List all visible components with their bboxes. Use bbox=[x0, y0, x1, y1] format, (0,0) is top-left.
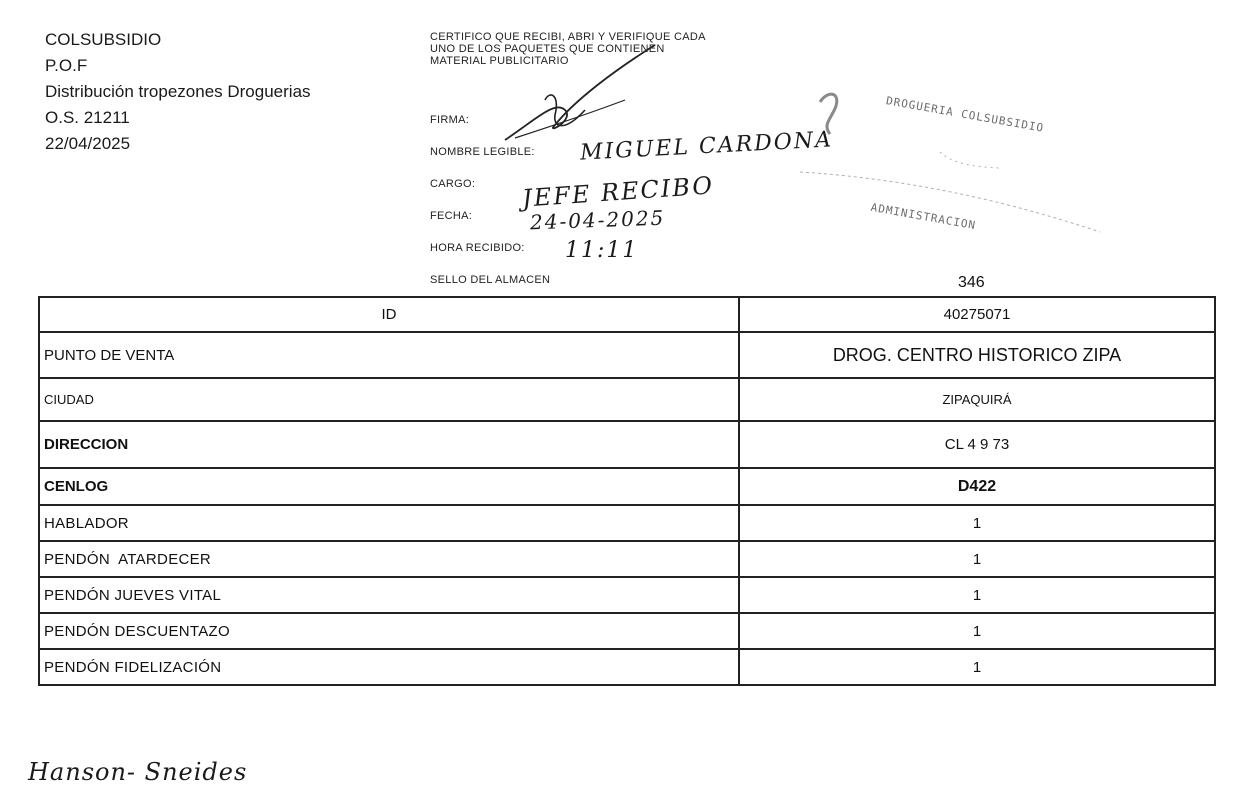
hora-label: HORA RECIBIDO: bbox=[430, 242, 525, 254]
description: Distribución tropezones Droguerias bbox=[45, 82, 311, 101]
sello-label: SELLO DEL ALMACEN bbox=[430, 274, 551, 286]
table-row-pendon-fidelizacion bbox=[39, 649, 1215, 685]
table-row-pendon-descuentazo bbox=[39, 613, 1215, 649]
row-label: PENDÓN DESCUENTAZO bbox=[39, 613, 739, 649]
firma-label: FIRMA: bbox=[430, 114, 470, 126]
row-value: 1 bbox=[739, 649, 1215, 685]
company-name: COLSUBSIDIO bbox=[45, 30, 162, 49]
table-row-pendon-atardecer bbox=[39, 541, 1215, 577]
handwritten-date: 24-04-2025 bbox=[529, 205, 666, 235]
table-row-cenlog bbox=[39, 468, 1215, 505]
row-value: DROG. CENTRO HISTORICO ZIPA bbox=[739, 332, 1215, 378]
row-label: HABLADOR bbox=[39, 505, 739, 541]
handwritten-name: MIGUEL CARDONA bbox=[579, 127, 834, 166]
handwritten-cargo: JEFE RECIBO bbox=[521, 171, 715, 213]
table-row-id bbox=[39, 297, 1215, 332]
row-label: CENLOG bbox=[39, 468, 739, 505]
header-block bbox=[45, 27, 311, 157]
row-value: D422 bbox=[739, 468, 1215, 505]
row-label: PENDÓN FIDELIZACIÓN bbox=[39, 649, 739, 685]
certification-text: CERTIFICO QUE RECIBI, ABRI Y VERIFIQUE CADA UNO DE LOS PAQUETES QUE CONTIENEN MATERIAL PUBLICITARIO bbox=[430, 31, 706, 67]
nombre-label: NOMBRE LEGIBLE: bbox=[430, 146, 535, 158]
row-value: 40275071 bbox=[739, 297, 1215, 332]
bottom-signature: Hanson- Sneides bbox=[28, 758, 248, 786]
row-label: PUNTO DE VENTA bbox=[39, 332, 739, 378]
cargo-label: CARGO: bbox=[430, 178, 476, 190]
signature-scribble bbox=[495, 40, 675, 150]
table-row-punto-de-venta bbox=[39, 332, 1215, 378]
table-row-pendon-jueves-vital bbox=[39, 577, 1215, 613]
handwritten-time: 11:11 bbox=[565, 238, 639, 263]
fecha-label: FECHA: bbox=[430, 210, 473, 222]
row-value: 1 bbox=[739, 541, 1215, 577]
stamp-line-1: DROGUERIA COLSUBSIDIO bbox=[885, 94, 1045, 135]
row-label: PENDÓN JUEVES VITAL bbox=[39, 577, 739, 613]
table-row-ciudad bbox=[39, 378, 1215, 421]
row-value: CL 4 9 73 bbox=[739, 421, 1215, 468]
row-label: ID bbox=[39, 297, 739, 332]
table-row-direccion bbox=[39, 421, 1215, 468]
row-label: CIUDAD bbox=[39, 378, 739, 421]
delivery-table bbox=[38, 296, 1216, 686]
row-value: 1 bbox=[739, 577, 1215, 613]
row-value: ZIPAQUIRÁ bbox=[739, 378, 1215, 421]
page-number: 346 bbox=[958, 274, 985, 291]
row-value: 1 bbox=[739, 613, 1215, 649]
row-label: DIRECCION bbox=[39, 421, 739, 468]
table-row-hablador bbox=[39, 505, 1215, 541]
row-label: PENDÓN ATARDECER bbox=[39, 541, 739, 577]
pof-label: P.O.F bbox=[45, 56, 88, 75]
row-value: 1 bbox=[739, 505, 1215, 541]
document-date: 22/04/2025 bbox=[45, 134, 131, 153]
service-order: O.S. 21211 bbox=[45, 108, 130, 127]
stamp-line-2: ADMINISTRACION bbox=[869, 200, 978, 233]
